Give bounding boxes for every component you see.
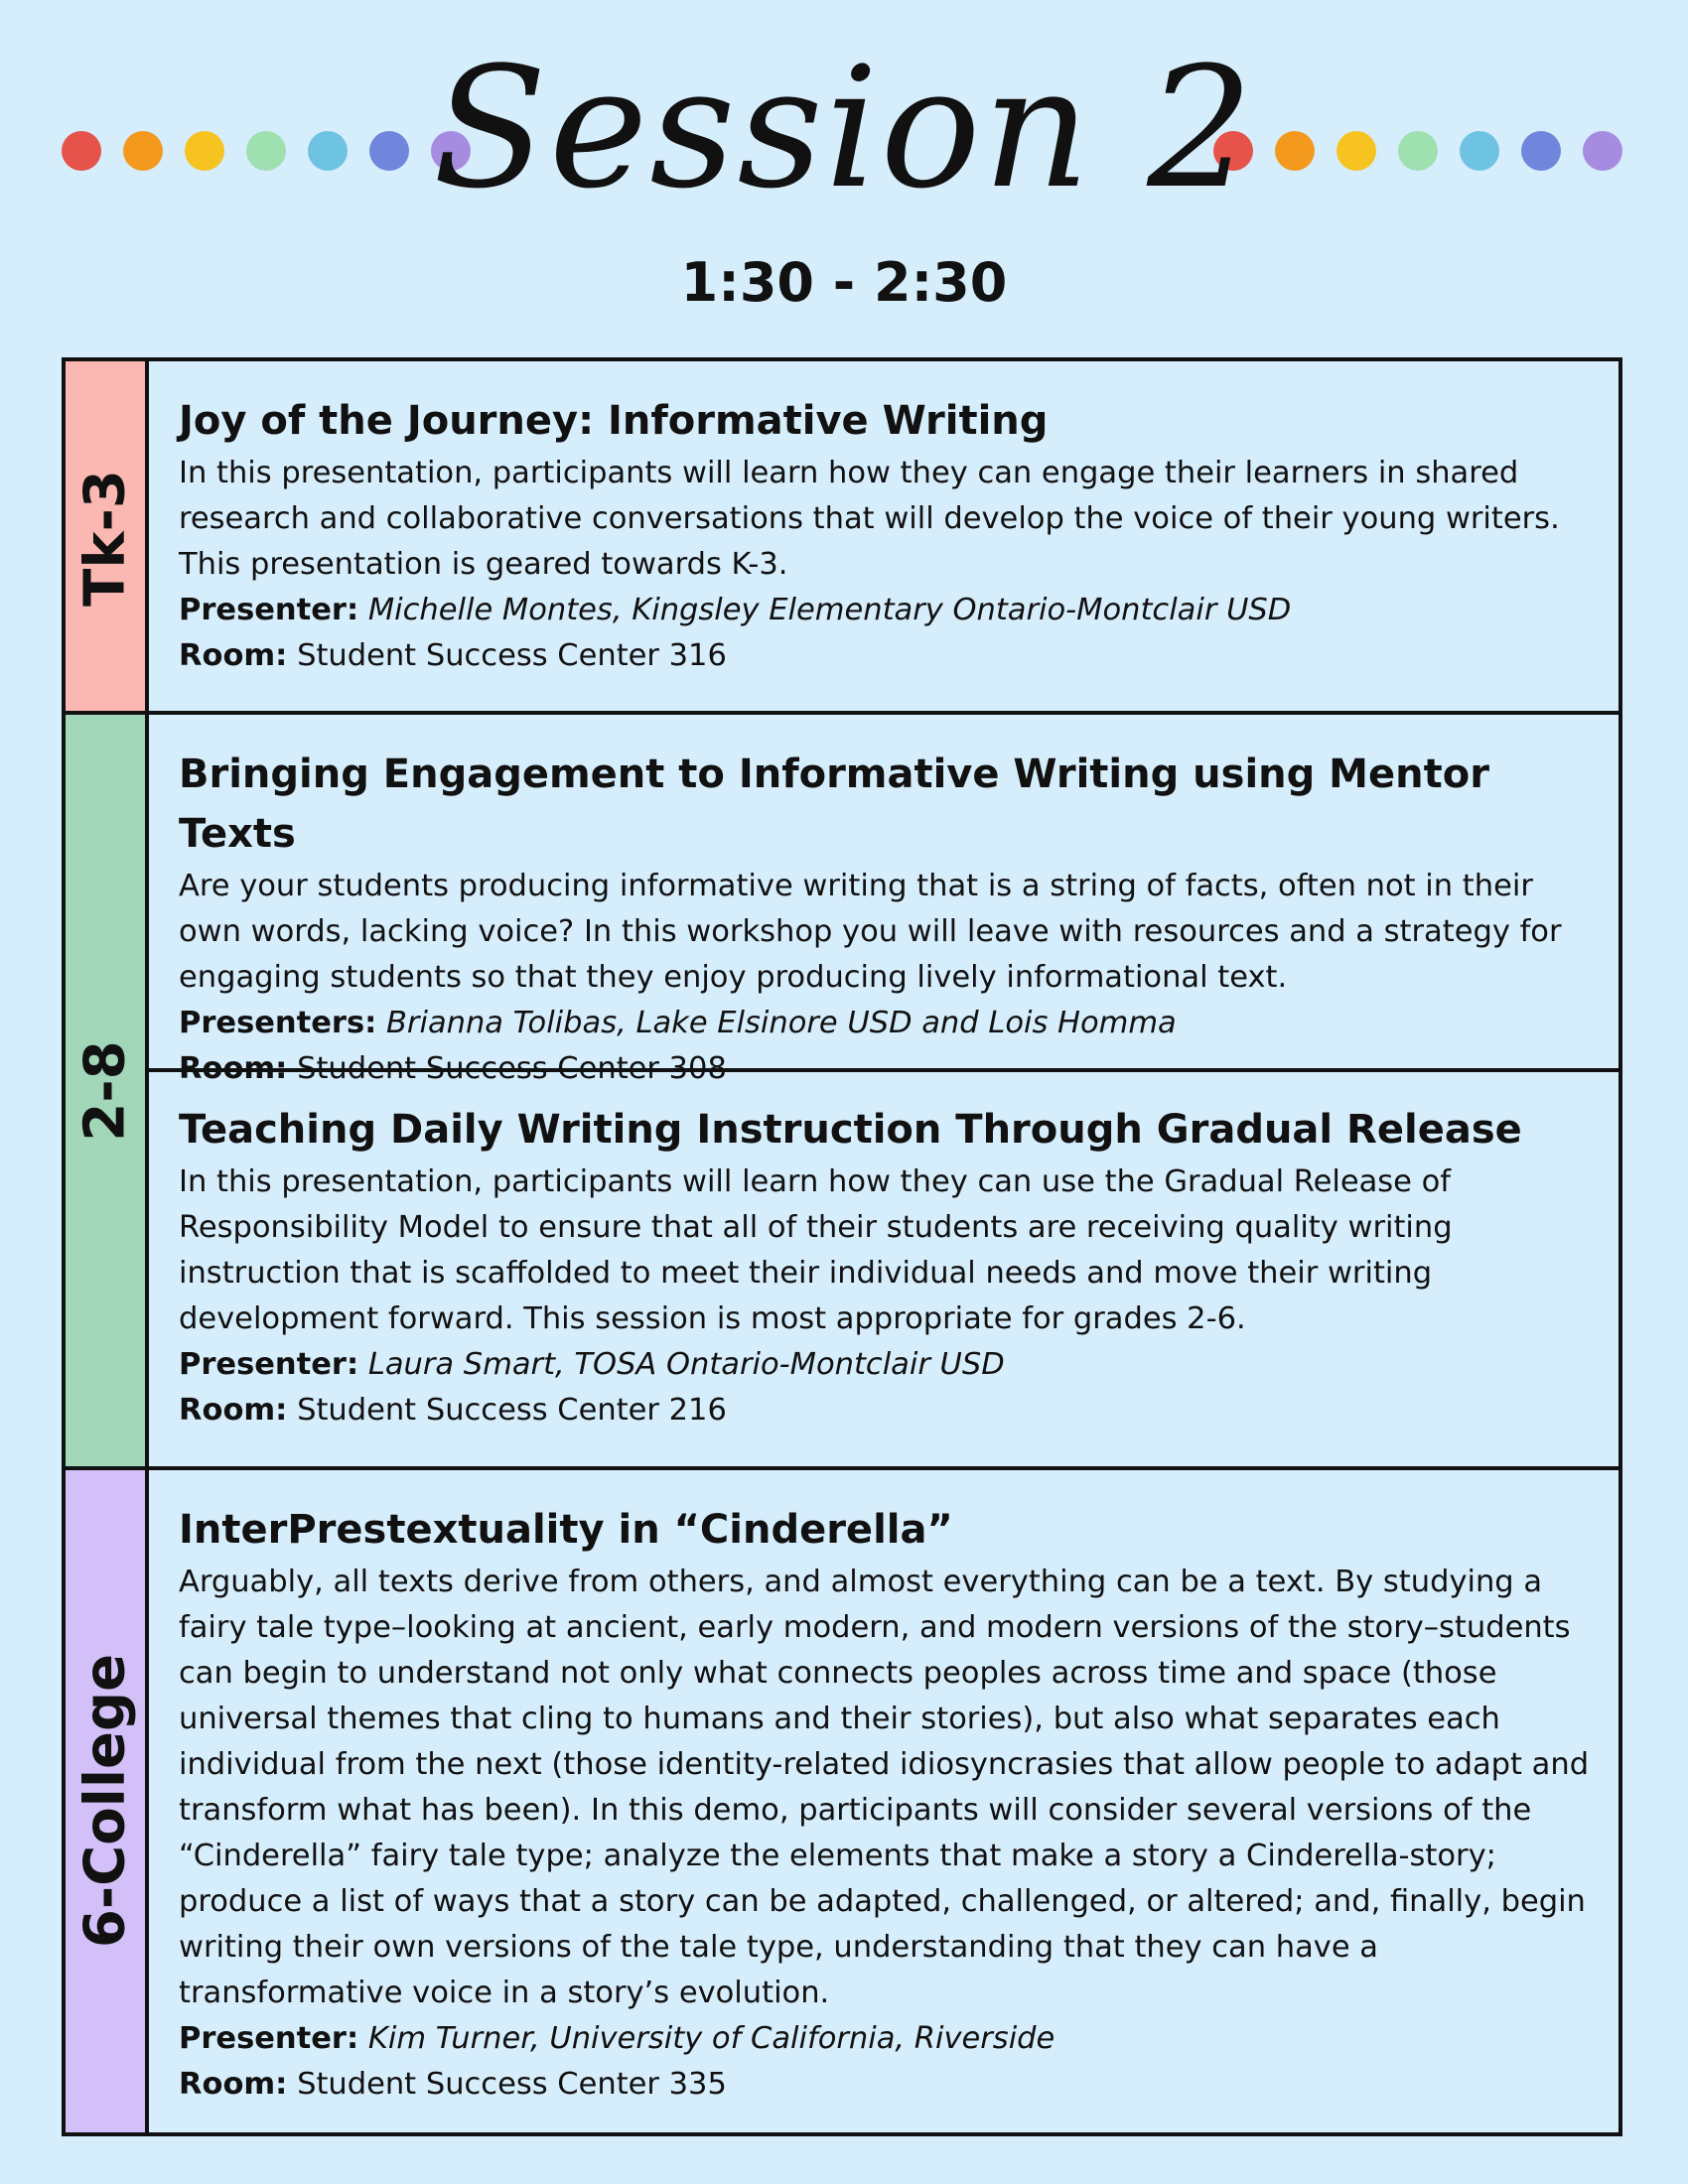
row-divider	[66, 1466, 1618, 1470]
grade-band-label: 6-College	[72, 1653, 138, 1948]
presenter-name: Laura Smart, TOSA Ontario-Montclair USD	[367, 1347, 1005, 1382]
session-room	[179, 633, 1599, 679]
session-description: Arguably, all texts derive from others, and almost everything can be a text. By studying a fairy tale type–looking at ancient, early modern, and modern versions of the story–students can begin to understand not only what connects peoples across time and space (those universal themes that cling to humans and their stories), but also what separates each individual from the next (those identity-related idiosyncrasies that allow people to adapt and transform what has been). In this demo, participants will consider several versions of the “Cinderella” fairy tale type; analyze the elements that make a story a Cinderella-story; produce a list of ways that a story can be adapted, challenged, or altered; and, finally, begin writing their own versions of the tale type, understanding that they can have a transformative voice in a story’s evolution.	[179, 1565, 1590, 2010]
session-description: Are your students producing informative writing that is a string of facts, often not in their own words, lacking voice? In this workshop you will leave with resources and a strategy for engaging students so that they enjoy producing lively informational text.	[179, 869, 1562, 995]
session-time: 1:30 - 2:30	[680, 251, 1008, 314]
schedule-table	[62, 357, 1622, 2136]
room-label: Room:	[179, 2067, 288, 2102]
presenter-label: Presenters:	[179, 1006, 377, 1040]
presenter-label: Presenter:	[179, 1347, 359, 1382]
session-title: Teaching Daily Writing Instruction Through Gradual Release	[179, 1107, 1522, 1153]
session-description: In this presentation, participants will learn how they can use the Gradual Release of Responsibility Model to ensure that all of their students are receiving quality writing instruction that is scaffolded to meet their individual needs and move their writing development forward. This session is most appropriate for grades 2-6.	[179, 1164, 1453, 1336]
presenter-name: Michelle Montes, Kingsley Elementary Ontario-Montclair USD	[367, 593, 1292, 627]
presenter-name: Brianna Tolibas, Lake Elsinore USD and Lois Homma	[386, 1006, 1177, 1040]
session-entry	[179, 745, 1599, 1092]
presenter-label: Presenter:	[179, 2021, 359, 2056]
row-divider	[66, 711, 1618, 715]
room-name: Student Success Center 335	[297, 2067, 727, 2102]
session-entry	[179, 1100, 1599, 1433]
grade-band-label: 2-8	[72, 1040, 138, 1142]
grade-band-2-8	[66, 714, 149, 1468]
session-room	[179, 1388, 1599, 1433]
grade-band-6-college	[66, 1468, 149, 2132]
grade-band-label: Tk-3	[72, 469, 138, 607]
room-label: Room:	[179, 1393, 288, 1428]
session-presenter	[179, 588, 1599, 633]
presenter-name: Kim Turner, University of California, Riverside	[367, 2021, 1055, 2056]
room-name: Student Success Center 216	[297, 1393, 727, 1428]
room-label: Room:	[179, 638, 288, 673]
room-name: Student Success Center 316	[297, 638, 727, 673]
session-room	[179, 1046, 1599, 1092]
session-presenter	[179, 1342, 1599, 1388]
room-name: Student Success Center 308	[297, 1051, 727, 1086]
session-title: Joy of the Journey: Informative Writing	[179, 398, 1049, 444]
room-label: Room:	[179, 1051, 288, 1086]
session-entry	[179, 1500, 1599, 2108]
session-presenter	[179, 1001, 1599, 1046]
session-entry	[179, 391, 1599, 679]
presenter-label: Presenter:	[179, 593, 359, 627]
page-title: Session 2	[432, 31, 1256, 225]
grade-band-tk-3	[66, 361, 149, 714]
session-description: In this presentation, participants will learn how they can engage their learners in shared research and collaborative conversations that will develop the voice of their young writers. This presentation is geared towards K-3.	[179, 456, 1560, 582]
session-title: InterPrestextuality in “Cinderella”	[179, 1507, 953, 1553]
session-presenter	[179, 2016, 1599, 2062]
session-room	[179, 2062, 1599, 2108]
session-title: Bringing Engagement to Informative Writing using Mentor Texts	[179, 751, 1489, 857]
